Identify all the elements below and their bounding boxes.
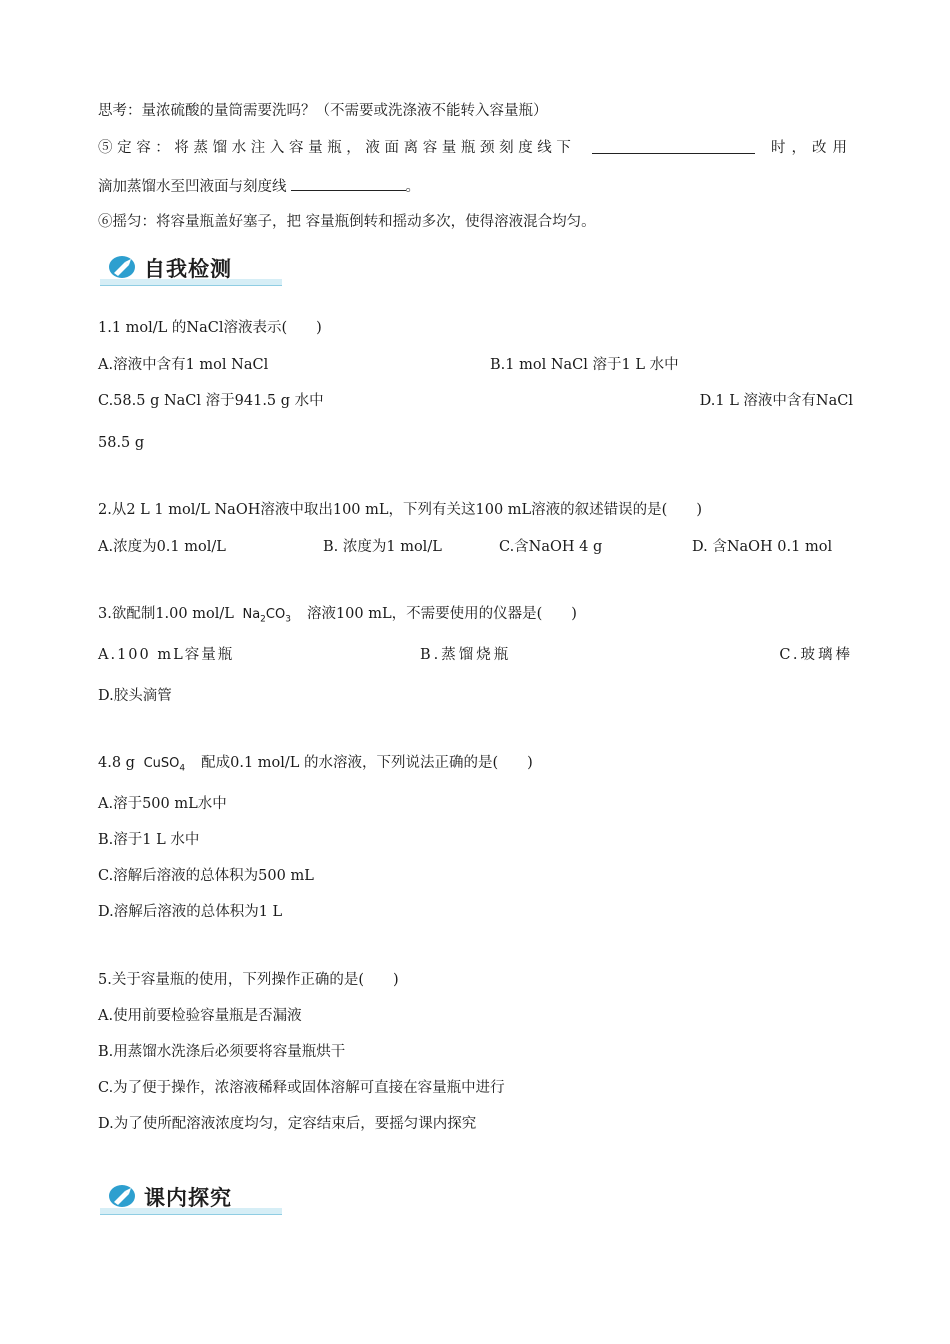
q2-option-a: A.浓度为0.1 mol/L xyxy=(98,539,226,555)
q4-formula-base: CuSO xyxy=(143,756,180,771)
q4-stem-post: 配成0.1 mol/L 的水溶液，下列说法正确的是( ) xyxy=(201,755,533,771)
step5-line2 xyxy=(98,175,420,197)
answer-blank-1[interactable] xyxy=(592,138,755,154)
q3-option-d: D.胶头滴管 xyxy=(98,688,172,704)
q3-stem xyxy=(98,604,577,630)
pen-badge-icon xyxy=(108,254,138,280)
q4-option-b: B.溶于1 L 水中 xyxy=(98,832,200,848)
q4-formula-sub: 4 xyxy=(179,763,186,774)
q4-option-a: A.溶于500 mL水中 xyxy=(98,796,227,812)
q3-stem-post: 溶液100 mL，不需要使用的仪器是( ) xyxy=(306,606,577,622)
q3-formula xyxy=(242,607,291,625)
q3-formula-sub1: 2 xyxy=(260,614,266,625)
q2-stem: 2.从2 L 1 mol/L NaOH溶液中取出100 mL，下列有关这100 mL溶液的叙述错误的是( ) xyxy=(98,502,702,518)
q1-option-d-cont: 58.5 g xyxy=(98,435,145,451)
pen-badge-icon xyxy=(108,1183,138,1209)
q3-option-b: B.蒸馏烧瓶 xyxy=(420,647,512,663)
q1-stem: 1.1 mol/L 的NaCl溶液表示( ) xyxy=(98,320,322,336)
q1-option-b: B.1 mol NaCl 溶于1 L 水中 xyxy=(490,357,679,373)
q1-option-d: D.1 L 溶液中含有NaCl xyxy=(699,393,853,409)
q4-stem xyxy=(98,753,533,779)
q5-option-a: A.使用前要检验容量瓶是否漏液 xyxy=(98,1008,302,1024)
section-heading-self-test xyxy=(100,252,282,286)
q5-option-d: D.为了使所配溶液浓度均匀，定容结束后，要摇匀课内探究 xyxy=(98,1116,477,1132)
step5-text-c: 滴加蒸馏水至凹液面与刻度线 xyxy=(98,179,287,195)
q3-formula-sub2: 3 xyxy=(285,614,291,625)
step6-line: ⑥摇匀：将容量瓶盖好塞子，把 容量瓶倒转和摇动多次，使得溶液混合均匀。 xyxy=(98,214,596,230)
q2-option-b: B. 浓度为1 mol/L xyxy=(323,539,442,555)
section-heading-class-inquiry xyxy=(100,1181,282,1215)
q1-option-c: C.58.5 g NaCl 溶于941.5 g 水中 xyxy=(98,393,324,409)
q4-option-c: C.溶解后溶液的总体积为500 mL xyxy=(98,868,314,884)
q3-option-a: A.100 mL容量瓶 xyxy=(98,647,235,663)
step5-text-b: 时，改用 xyxy=(771,140,853,156)
q5-option-c: C.为了便于操作，浓溶液稀释或固体溶解可直接在容量瓶中进行 xyxy=(98,1080,505,1096)
q3-option-c: C.玻璃棒 xyxy=(779,647,853,663)
think-line: 思考：量浓硫酸的量筒需要洗吗？（不需要或洗涤液不能转入容量瓶） xyxy=(98,103,548,119)
step5-text-d: 。 xyxy=(405,179,420,195)
q2-option-c: C.含NaOH 4 g xyxy=(499,539,603,555)
q3-stem-pre: 3.欲配制1.00 mol/L xyxy=(98,606,234,622)
q4-stem-pre: 4.8 g xyxy=(98,755,135,771)
q3-formula-base: Na xyxy=(242,607,261,622)
section-title-self-test: 自我检测 xyxy=(144,257,232,281)
q2-option-d: D. 含NaOH 0.1 mol xyxy=(692,539,833,555)
q4-formula xyxy=(143,756,186,774)
q4-option-d: D.溶解后溶液的总体积为1 L xyxy=(98,904,283,920)
step5-text-a: ⑤定容：将蒸馏水注入容量瓶，液面离容量瓶颈刻度线下 xyxy=(98,140,576,156)
q5-stem: 5.关于容量瓶的使用，下列操作正确的是( ) xyxy=(98,972,399,988)
q3-formula-mid: CO xyxy=(265,607,286,622)
section-title-class-inquiry: 课内探究 xyxy=(144,1186,232,1210)
step5-line1 xyxy=(98,138,853,158)
answer-blank-2[interactable] xyxy=(291,175,406,191)
q5-option-b: B.用蒸馏水洗涤后必须要将容量瓶烘干 xyxy=(98,1044,346,1060)
q1-option-a: A.溶液中含有1 mol NaCl xyxy=(98,357,269,373)
